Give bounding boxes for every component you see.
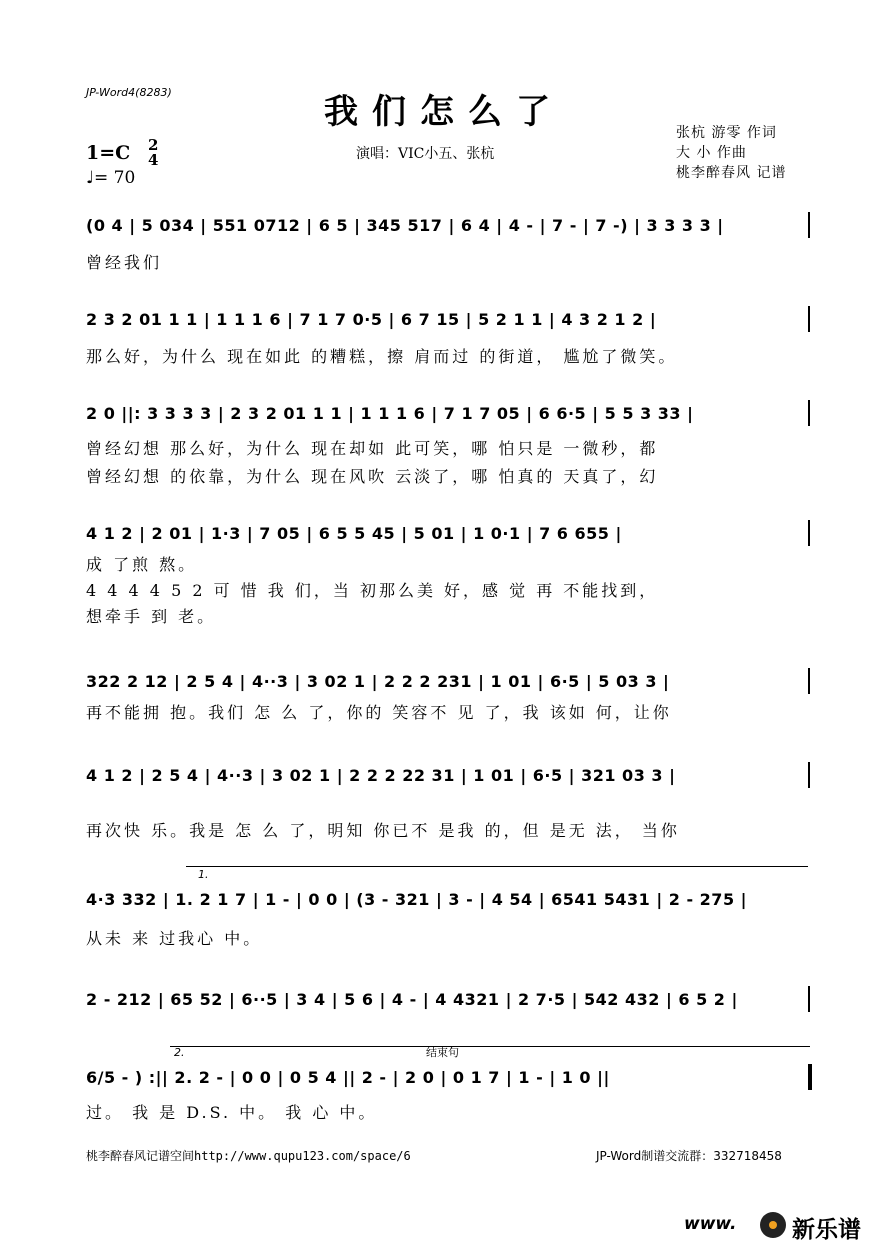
- notation-line-6: 4 1 2 | 2 5 4 | 4··3 | 3 02 1 | 2 2 2 22 31 | 1 01 | 6·5 | 321 03 3 |: [86, 766, 676, 785]
- key-signature: 1=C: [86, 142, 131, 164]
- notation-line-3: 2 0 ||: 3 3 3 3 | 2 3 2 01 1 1 | 1 1 1 6 | 7 1 7 05 | 6 6·5 | 5 5 3 33 |: [86, 404, 694, 423]
- volta-2-label: 2.: [174, 1046, 185, 1059]
- barline: [808, 306, 810, 332]
- lyric-line-4c: 想牵手 到 老。: [86, 607, 217, 626]
- volta-1-label: 1.: [198, 868, 209, 881]
- footer-group: JP-Word制谱交流群：332718458: [596, 1149, 782, 1163]
- meter-bottom: 4: [148, 151, 159, 169]
- watermark-prefix: www.: [684, 1214, 737, 1234]
- lyric-line-5: 再不能拥 抱。我们 怎 么 了，你的 笑容不 见 了，我 该如 何，让你: [86, 703, 672, 722]
- lyric-line-4a: 成 了煎 熬。: [86, 555, 198, 574]
- notation-line-8: 2 - 212 | 65 52 | 6··5 | 3 4 | 5 6 | 4 - | 4 4321 | 2 7·5 | 542 432 | 6 5 2 |: [86, 990, 738, 1009]
- lyric-line-3a: 曾经幻想 那么好，为什么 现在却如 此可笑，哪 怕只是 一微秒，都: [86, 439, 659, 458]
- transcriber-credit: 桃李醉春风 记谱: [676, 165, 787, 181]
- composer-credit: 大 小 作曲: [676, 145, 747, 161]
- lyric-line-3b: 曾经幻想 的依靠，为什么 现在风吹 云淡了，哪 怕真的 天真了，幻: [86, 467, 659, 486]
- record-disc-icon: [760, 1212, 786, 1238]
- singer-credit: 演唱：VIC小五、张杭: [356, 146, 495, 162]
- lyric-line-6: 再次快 乐。我是 怎 么 了，明知 你已不 是我 的，但 是无 法， 当你: [86, 821, 680, 840]
- notation-line-1: (0 4 | 5 034 | 551 0712 | 6 5 | 345 517 | 6 4 | 4 - | 7 - | 7 -) | 3 3 3 3 |: [86, 216, 724, 235]
- barline: [808, 986, 810, 1012]
- footer-website[interactable]: 桃李醉春风记谱空间http://www.qupu123.com/space/6: [86, 1149, 411, 1163]
- barline: [808, 762, 810, 788]
- barline: [808, 520, 810, 546]
- volta-1-bracket: [186, 866, 808, 867]
- barline: [808, 668, 810, 694]
- lyric-line-7: 从未 来 过我心 中。: [86, 929, 263, 948]
- time-signature: [148, 138, 158, 168]
- song-title: 我们怎么了: [324, 92, 564, 132]
- ending-label: 结束句: [426, 1046, 459, 1059]
- volta-2-bracket: [170, 1046, 810, 1047]
- notation-line-5: 322 2 12 | 2 5 4 | 4··3 | 3 02 1 | 2 2 2 231 | 1 01 | 6·5 | 5 03 3 |: [86, 672, 670, 691]
- meter-top: 2: [148, 136, 159, 154]
- notation-line-7: 4·3 332 | 1. 2 1 7 | 1 - | 0 0 | (3 - 321 | 3 - | 4 54 | 6541 5431 | 2 - 275 |: [86, 890, 747, 909]
- software-label: JP-Word4(8283): [86, 86, 172, 99]
- barline: [808, 212, 810, 238]
- lyricist-credit: 张杭 游零 作词: [676, 125, 777, 141]
- notation-line-4: 4 1 2 | 2 01 | 1·3 | 7 05 | 6 5 5 45 | 5 01 | 1 0·1 | 7 6 655 |: [86, 524, 622, 543]
- lyric-line-2: 那么好，为什么 现在如此 的糟糕，擦 肩而过 的街道， 尴尬了微笑。: [86, 347, 678, 366]
- watermark-brand: 新乐谱: [792, 1217, 861, 1243]
- lyric-line-4b: 4 4 4 4 5 2 可 惜 我 们，当 初那么美 好，感 觉 再 不能找到，: [86, 581, 659, 600]
- notation-line-9: 6/5 - ) :|| 2. 2 - | 0 0 | 0 5 4 || 2 - | 2 0 | 0 1 7 | 1 - | 1 0 ||: [86, 1068, 610, 1087]
- lyric-line-1: 曾经我们: [86, 253, 163, 272]
- tempo-marking: ♩= 70: [86, 168, 136, 188]
- barline: [808, 400, 810, 426]
- final-barline: [808, 1064, 812, 1090]
- lyric-line-9: 过。 我 是 D.S. 中。 我 心 中。: [86, 1103, 378, 1122]
- notation-line-2: 2 3 2 01 1 1 | 1 1 1 6 | 7 1 7 0·5 | 6 7 15 | 5 2 1 1 | 4 3 2 1 2 |: [86, 310, 657, 329]
